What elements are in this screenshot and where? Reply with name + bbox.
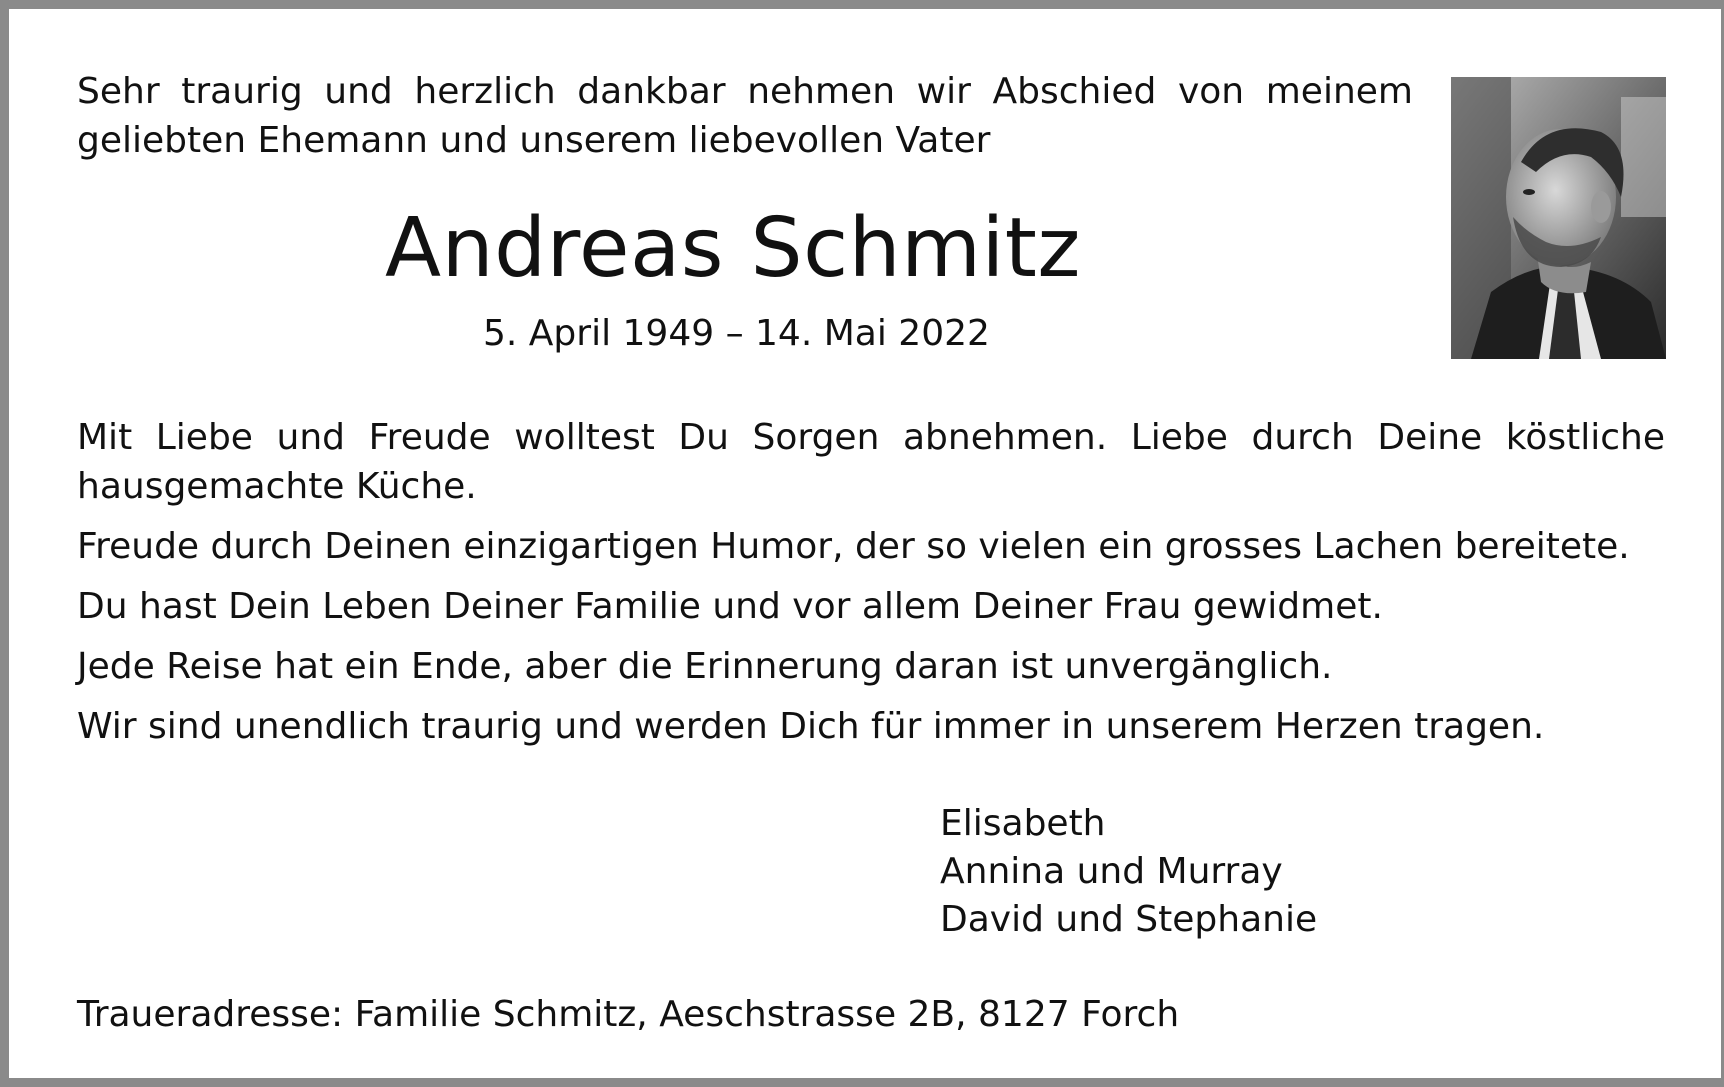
portrait-photo: [1451, 77, 1666, 359]
memorial-paragraph: Wir sind unendlich traurig und werden Dich für immer in unserem Herzen tragen.: [77, 706, 1545, 747]
life-dates: 5. April 1949 – 14. Mai 2022: [483, 313, 990, 354]
memorial-text: [77, 413, 1665, 762]
memorial-paragraph: Mit Liebe und Freude wolltest Du Sorgen abnehmen. Liebe durch Deine köstliche hausgemachte Küche.: [77, 417, 1665, 507]
signer: Annina und Murray: [940, 851, 1283, 892]
intro-line-1: Sehr traurig und herzlich dankbar nehmen wir Abschied von meinem: [77, 71, 1413, 112]
signer: David und Stephanie: [940, 899, 1318, 940]
intro-line-2: geliebten Ehemann und unserem liebevollen Vater: [77, 120, 991, 161]
signer: Elisabeth: [940, 803, 1106, 844]
portrait-photo-icon: [1451, 77, 1666, 359]
memorial-paragraph: Du hast Dein Leben Deiner Familie und vor allem Deiner Frau gewidmet.: [77, 586, 1383, 627]
mourning-address: Traueradresse: Familie Schmitz, Aeschstrasse 2B, 8127 Forch: [77, 994, 1180, 1035]
deceased-name: Andreas Schmitz: [385, 201, 1081, 296]
signers-list: [940, 800, 1317, 944]
intro-text: [77, 67, 1413, 165]
memorial-paragraph: Jede Reise hat ein Ende, aber die Erinnerung daran ist unvergänglich.: [77, 646, 1333, 687]
memorial-paragraph: Freude durch Deinen einzigartigen Humor, der so vielen ein grosses Lachen bereitete.: [77, 526, 1630, 567]
